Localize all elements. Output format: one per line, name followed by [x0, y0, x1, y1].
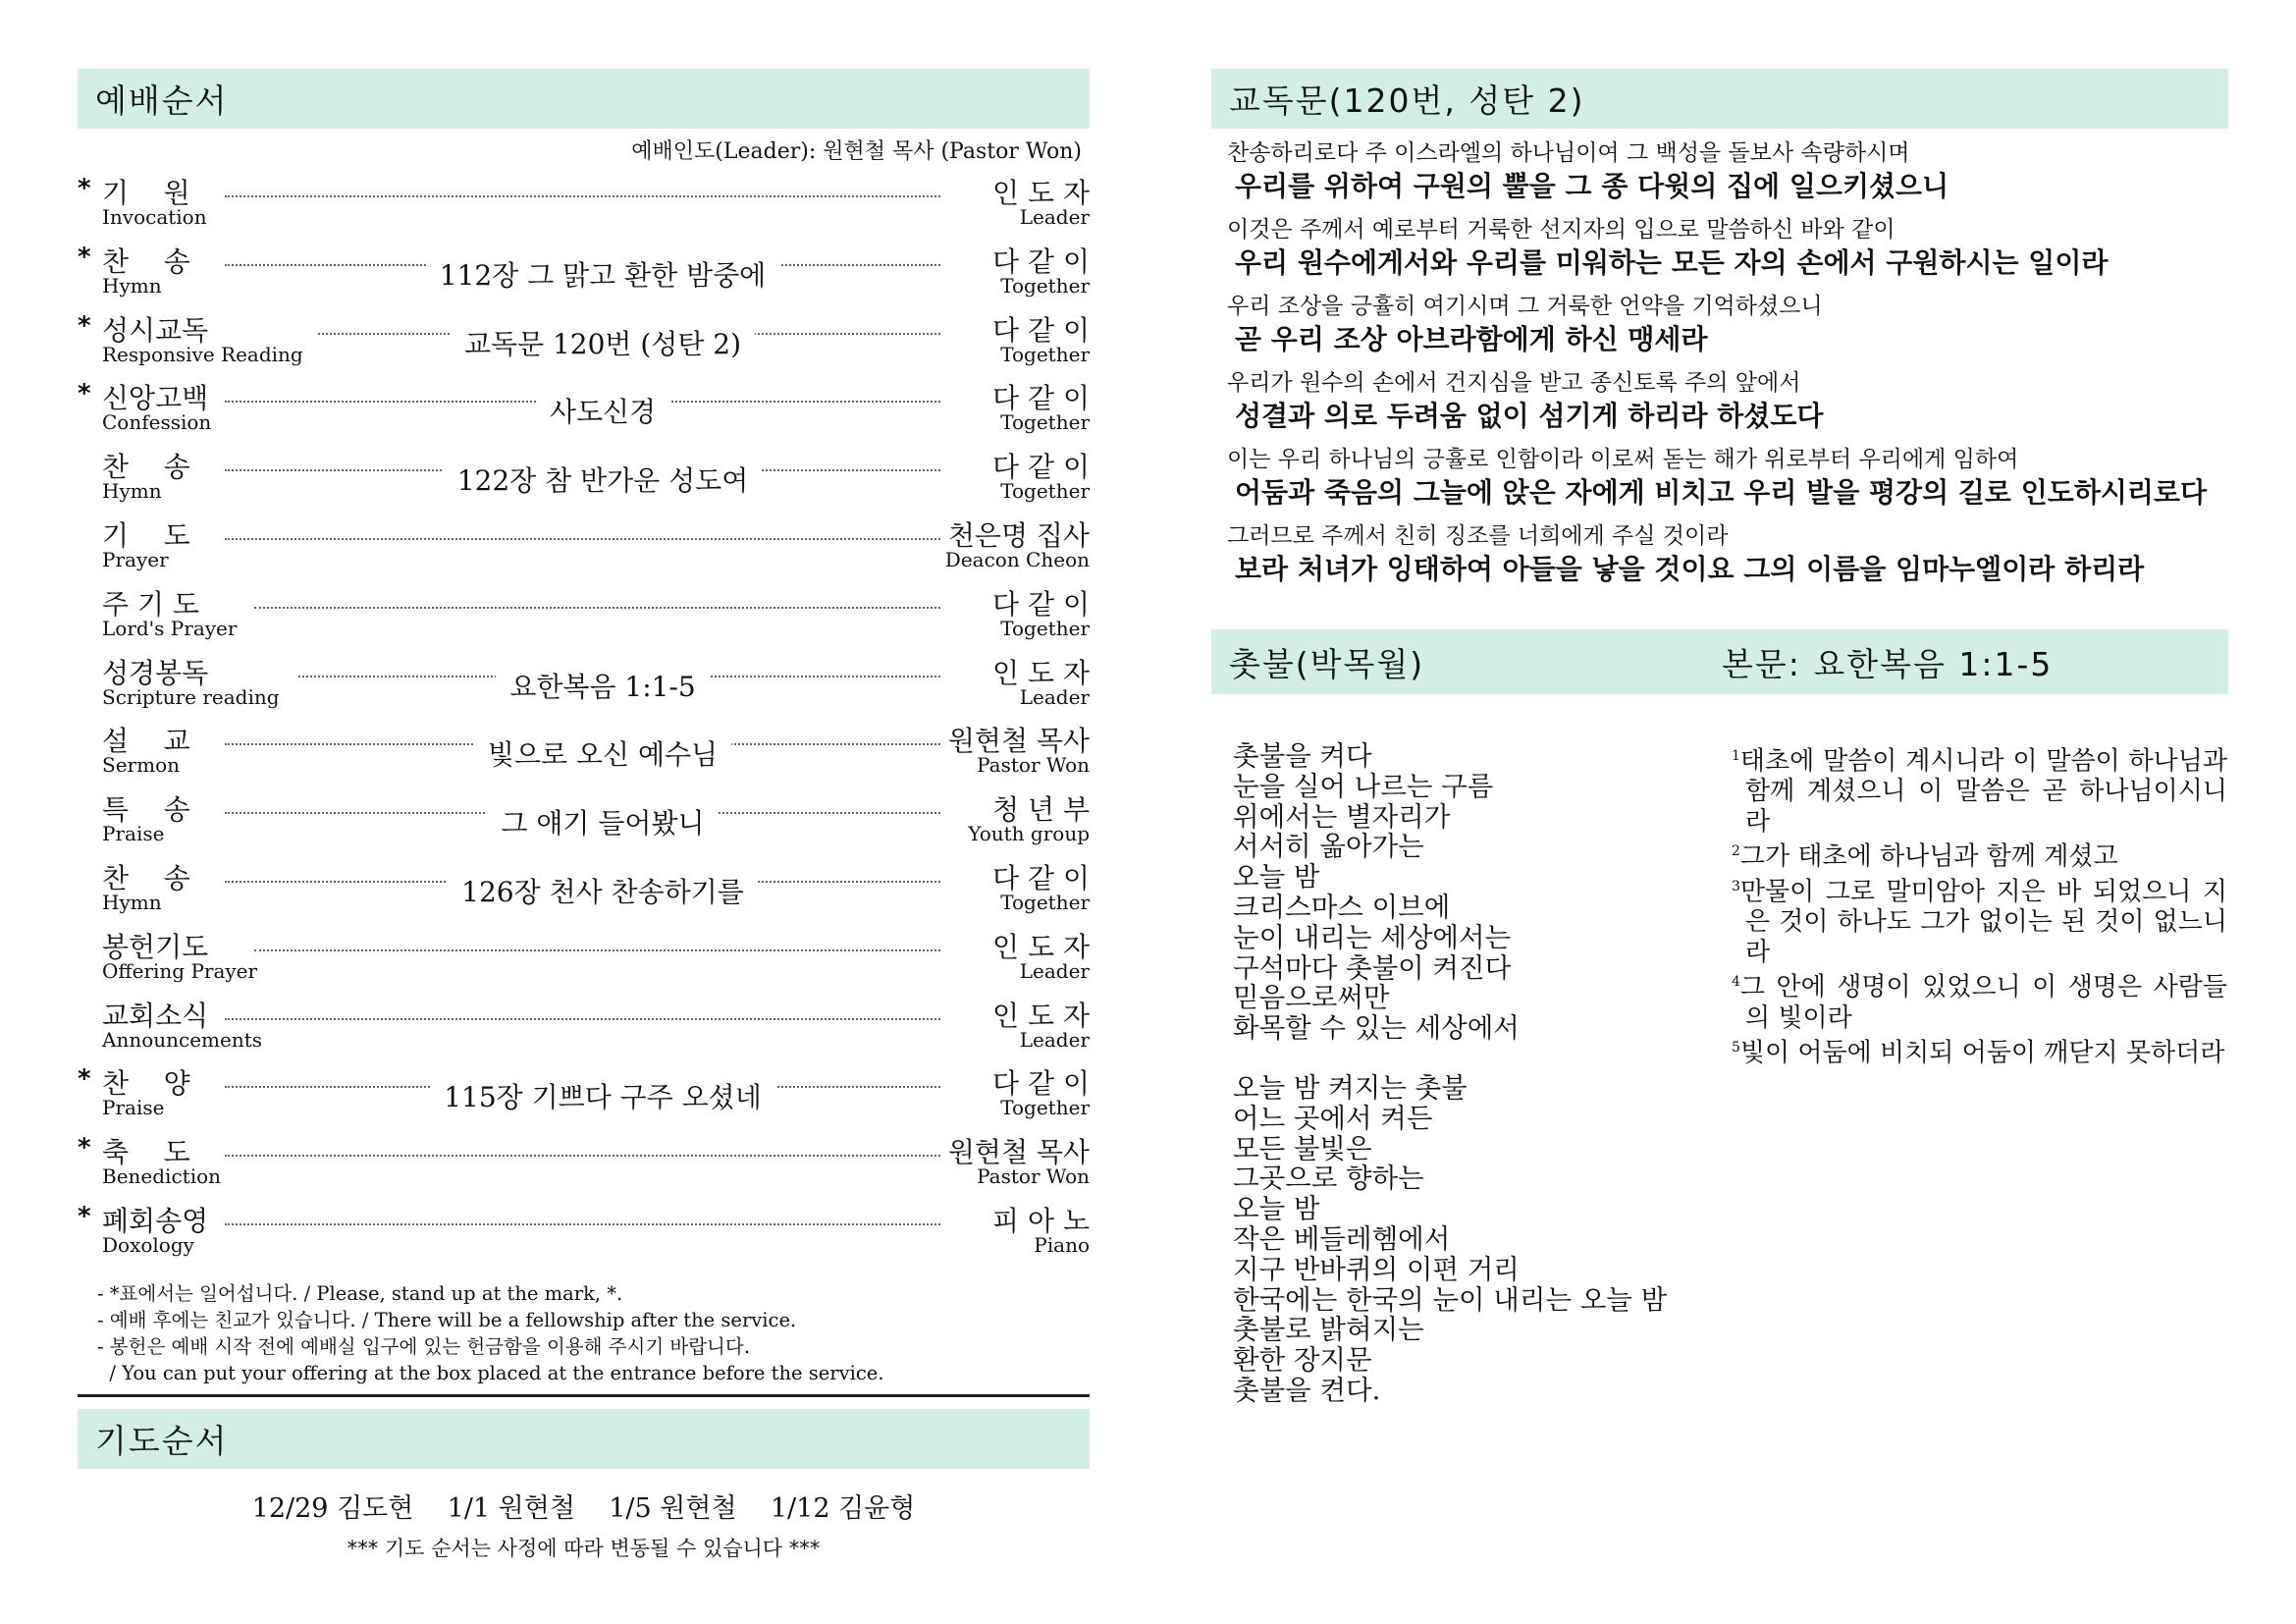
order-item-content: 교독문 120번 (성탄 2)	[451, 328, 755, 360]
worship-order-list	[78, 168, 1090, 1265]
leader-line: 이는 우리 하나님의 긍휼로 인함이라 이로써 돋는 해가 위로부터 우리에게 임하여	[1227, 447, 2019, 472]
order-item-en: Praise	[102, 1096, 165, 1120]
order-item-content: 빛으로 오신 예수님	[474, 738, 731, 771]
order-item-person-en: Deacon Cheon	[944, 547, 1090, 571]
stand-mark: *	[78, 242, 91, 272]
order-item-person: 인 도 자	[992, 999, 1090, 1032]
poem-line: 오늘 밤	[1233, 861, 1320, 893]
poem-line: 촛불을 켜다	[1233, 740, 1372, 772]
congregation-line: 보라 처녀가 잉태하여 아들을 낳을 것이요 그의 이름을 임마누엘이라 하리라	[1235, 553, 2145, 585]
order-item-ko: 주 기 도	[102, 587, 199, 621]
note-line: / You can put your offering at the box placed at the entrance before the service.	[97, 1361, 884, 1384]
order-item-ko: 찬 송	[102, 451, 190, 484]
prayer-schedule: 12/29 김도현 1/1 원현철 1/5 원현철 1/12 김윤형	[251, 1492, 916, 1524]
order-row	[78, 579, 1090, 648]
poem-title: 촛불(박목월)	[1229, 644, 1425, 683]
poem-body	[1233, 741, 1694, 1406]
order-item-en: Confession	[102, 410, 212, 435]
dotted-leader	[254, 607, 940, 609]
congregation-line: 우리 원수에게서와 우리를 미워하는 모든 자의 손에서 구원하시는 일이라	[1235, 246, 2109, 279]
order-item-ko: 축 도	[102, 1136, 190, 1169]
order-item-ko: 기 원	[102, 177, 190, 209]
order-item-person: 다 같 이	[992, 861, 1090, 894]
order-item-ko: 설 교	[102, 725, 190, 758]
verse-number: 4	[1732, 974, 1740, 991]
order-item-person-en: Together	[1000, 616, 1090, 640]
note-line: - 봉헌은 예배 시작 전에 예배실 입구에 있는 헌금함을 이용해 주시기 바랍니다.	[97, 1334, 750, 1358]
order-item-person: 원현철 목사	[947, 725, 1090, 758]
order-item-ko: 성경봉독	[102, 656, 209, 689]
order-item-ko: 찬 양	[102, 1067, 190, 1101]
order-item-person: 인 도 자	[992, 930, 1090, 963]
poem-line: 모든 불빛은	[1233, 1132, 1372, 1164]
order-item-ko: 봉헌기도	[102, 930, 209, 963]
worship-leader: 예배인도(Leader): 원현철 목사 (Pastor Won)	[631, 139, 1082, 164]
verse	[1732, 1033, 2227, 1068]
leader-line: 우리 조상을 긍휼히 여기시며 그 거룩한 언약을 기억하셨으니	[1227, 294, 1823, 319]
order-item-person-en: Pastor Won	[977, 1164, 1090, 1189]
order-item-content: 요한복음 1:1-5	[496, 671, 709, 703]
order-item-person-en: Piano	[1034, 1232, 1090, 1257]
order-row	[78, 853, 1090, 922]
order-row	[78, 373, 1090, 442]
order-item-ko: 폐회송영	[102, 1204, 209, 1237]
order-item-content-wrap	[367, 254, 838, 294]
verse	[1732, 967, 2227, 1033]
order-row	[78, 305, 1090, 374]
order-item-content: 122장 참 반가운 성도여	[444, 464, 763, 497]
order-item-en: Hymn	[102, 273, 162, 298]
order-row	[78, 1127, 1090, 1196]
prayer-order-header	[78, 1409, 1090, 1469]
order-item-en: Hymn	[102, 479, 162, 504]
scripture-title: 본문: 요한복음 1:1-5	[1722, 644, 2054, 683]
poem-line: 구석마다 촛불이 켜진다	[1233, 951, 1512, 984]
order-item-ko: 기 도	[102, 518, 190, 552]
order-item-ko: 특 송	[102, 793, 190, 827]
order-row	[78, 922, 1090, 991]
poem-line: 지구 반바퀴의 이편 거리	[1233, 1253, 1520, 1285]
stand-mark: *	[78, 1133, 91, 1164]
order-item-person-en: Together	[1000, 479, 1090, 504]
order-row	[78, 168, 1090, 237]
poem-line: 한국에는 한국의 눈이 내리는 오늘 밤	[1233, 1283, 1668, 1316]
order-item-person: 다 같 이	[992, 587, 1090, 621]
stand-mark: *	[78, 310, 91, 341]
order-item-person-en: Together	[1000, 410, 1090, 435]
order-item-person: 다 같 이	[992, 313, 1090, 347]
congregation-line: 성결과 의로 두려움 없이 섬기게 하리라 하셨도다	[1235, 400, 1824, 432]
order-item-content: 사도신경	[536, 396, 669, 428]
order-row	[78, 442, 1090, 511]
verse-text: 그 안에 생명이 있었으니 이 생명은 사람들의 빛이라	[1739, 973, 2227, 1033]
order-item-content-wrap	[367, 802, 838, 841]
prayer-note: *** 기도 순서는 사정에 따라 변동될 수 있습니다 ***	[347, 1536, 821, 1560]
order-item-person-en: Together	[1000, 890, 1090, 914]
order-item-en: Offering Prayer	[102, 958, 258, 983]
order-item-en: Hymn	[102, 890, 162, 914]
order-row	[78, 991, 1090, 1059]
dotted-leader	[225, 538, 940, 540]
order-item-content-wrap	[367, 871, 838, 910]
verse	[1732, 872, 2227, 967]
right-column	[1211, 69, 2228, 1406]
verse-text: 태초에 말씀이 계시니라 이 말씀이 하나님과 함께 계셨으니 이 말씀은 곧 하나님이시니라	[1739, 746, 2227, 837]
order-item-en: Benediction	[102, 1164, 222, 1189]
leader-line: 이것은 주께서 예로부터 거룩한 선지자의 입으로 말씀하신 바와 같이	[1227, 217, 1896, 243]
order-row	[78, 1196, 1090, 1265]
poem-line: 믿음으로써만	[1233, 982, 1390, 1014]
poem-line: 위에서는 별자리가	[1233, 800, 1451, 833]
dotted-leader	[254, 949, 940, 951]
stand-mark: *	[78, 1201, 91, 1231]
prayer-order-title: 기도순서	[95, 1421, 229, 1460]
stand-mark: *	[78, 379, 91, 409]
order-item-ko: 성시교독	[102, 313, 209, 347]
worship-notes	[78, 1280, 1090, 1386]
order-item-content-wrap	[367, 1076, 838, 1115]
order-item-person-en: Leader	[1019, 958, 1090, 983]
dotted-leader	[225, 1223, 940, 1225]
order-item-content: 112장 그 맑고 환한 밤중에	[426, 259, 779, 292]
stand-mark: *	[78, 174, 91, 203]
verse-number: 1	[1732, 748, 1740, 764]
order-item-person-en: Leader	[1019, 684, 1090, 709]
note-line: - 예배 후에는 친교가 있습니다. / There will be a fellowship after the service.	[97, 1308, 797, 1331]
note-line: - *표에서는 일어섭니다. / Please, stand up at the mark, *.	[97, 1281, 623, 1305]
order-item-en: Lord's Prayer	[102, 616, 238, 640]
verse-text: 만물이 그로 말미암아 지은 바 되었으니 지은 것이 하나도 그가 없이는 된 것이 없느니라	[1739, 877, 2227, 967]
poem-line: 촛불로 밝혀지는	[1233, 1314, 1424, 1346]
order-item-ko: 신앙고백	[102, 382, 209, 415]
verse	[1732, 741, 2227, 837]
verse-number: 2	[1732, 843, 1740, 860]
stand-mark: *	[78, 1064, 91, 1095]
order-item-person-en: Leader	[1019, 1027, 1090, 1052]
congregation-line: 우리를 위하여 구원의 뿔을 그 종 다윗의 집에 일으키셨으니	[1235, 170, 1949, 202]
section-divider	[78, 1394, 1090, 1397]
leader-line: 그러므로 주께서 친히 징조를 너희에게 주실 것이라	[1227, 523, 1729, 549]
responsive-reading-header	[1211, 69, 2228, 129]
responsive-reading-title: 교독문(120번, 성탄 2)	[1229, 81, 1585, 120]
congregation-line: 어둠과 죽음의 그늘에 앉은 자에게 비치고 우리 발을 평강의 길로 인도하시리로다	[1235, 476, 2208, 509]
order-item-person: 다 같 이	[992, 1067, 1090, 1101]
leader-line: 우리가 원수의 손에서 건지심을 받고 종신토록 주의 앞에서	[1227, 370, 1801, 396]
order-item-content-wrap	[367, 323, 838, 362]
order-item-person-en: Pastor Won	[977, 753, 1090, 778]
poem-stanza	[1233, 741, 1694, 1044]
verse-number: 3	[1732, 879, 1740, 895]
worship-order-title: 예배순서	[95, 81, 229, 120]
order-item-ko: 찬 송	[102, 861, 190, 894]
poem-line: 오늘 밤	[1233, 1193, 1320, 1225]
scripture-verses	[1732, 741, 2227, 1068]
poem-stanza	[1233, 1073, 1694, 1406]
poem-line: 어느 곳에서 켜든	[1233, 1102, 1433, 1134]
order-item-person-en: Together	[1000, 1096, 1090, 1120]
poem-line: 오늘 밤 켜지는 촛불	[1233, 1071, 1468, 1104]
order-item-person: 인 도 자	[992, 656, 1090, 689]
order-item-person: 인 도 자	[992, 177, 1090, 209]
order-row	[78, 237, 1090, 305]
order-item-en: Sermon	[102, 753, 180, 778]
poem-line: 그곳으로 향하는	[1233, 1163, 1424, 1195]
order-item-en: Responsive Reading	[102, 342, 303, 366]
order-item-en: Scripture reading	[102, 684, 280, 709]
order-row	[78, 785, 1090, 853]
poem-line: 환한 장지문	[1233, 1344, 1372, 1377]
order-item-content: 126장 천사 찬송하기를	[448, 876, 758, 908]
dotted-leader	[225, 1155, 940, 1157]
order-item-person-en: Together	[1000, 273, 1090, 298]
dotted-leader	[225, 1018, 940, 1020]
order-item-person: 청 년 부	[992, 793, 1090, 827]
order-item-ko: 교회소식	[102, 999, 209, 1032]
order-item-person: 다 같 이	[992, 244, 1090, 278]
verse-text: 빛이 어둠에 비치되 어둠이 깨닫지 못하더라	[1739, 1038, 2225, 1068]
verse-number: 5	[1732, 1040, 1740, 1056]
congregation-line: 곧 우리 조상 아브라함에게 하신 맹세라	[1235, 323, 1708, 355]
worship-order-header	[78, 69, 1090, 129]
poem-line: 촛불을 켠다.	[1233, 1374, 1381, 1406]
order-item-content-wrap	[367, 666, 838, 705]
verse	[1732, 837, 2227, 872]
responsive-reading-list	[1211, 138, 2228, 588]
order-item-content: 그 얘기 들어봤니	[487, 807, 718, 839]
verse-text: 그가 태초에 하나님과 함께 계셨고	[1739, 841, 2118, 872]
leader-line: 찬송하리로다 주 이스라엘의 하나님이여 그 백성을 돌보사 속량하시며	[1227, 140, 1910, 166]
poem-line: 크리스마스 이브에	[1233, 891, 1451, 923]
order-item-person: 다 같 이	[992, 382, 1090, 415]
poem-line: 눈을 실어 나르는 구름	[1233, 770, 1494, 802]
order-item-en: Praise	[102, 822, 165, 846]
poem-line: 화목할 수 있는 세상에서	[1233, 1012, 1520, 1045]
order-item-en: Prayer	[102, 547, 169, 571]
order-item-person: 천은명 집사	[947, 518, 1090, 552]
order-item-person: 다 같 이	[992, 451, 1090, 484]
order-item-en: Invocation	[102, 205, 207, 229]
order-item-en: Announcements	[102, 1027, 263, 1052]
left-column	[78, 69, 1090, 1562]
poem-line: 작은 베들레헴에서	[1233, 1222, 1451, 1255]
order-row	[78, 648, 1090, 717]
order-item-person: 원현철 목사	[947, 1136, 1090, 1169]
order-item-en: Doxology	[102, 1232, 194, 1257]
order-row	[78, 511, 1090, 579]
poem-line: 서서히 옮아가는	[1233, 831, 1424, 863]
poem-line: 눈이 내리는 세상에서는	[1233, 921, 1512, 953]
order-item-content-wrap	[367, 391, 838, 430]
order-item-person-en: Youth group	[968, 822, 1090, 846]
order-item-person-en: Together	[1000, 342, 1090, 366]
order-item-content: 115장 기쁘다 구주 오셨네	[430, 1081, 775, 1113]
order-item-content-wrap	[367, 460, 838, 499]
order-row	[78, 716, 1090, 785]
dotted-leader	[225, 195, 940, 197]
candle-poem-header	[1211, 629, 2228, 694]
order-item-content-wrap	[367, 733, 838, 773]
order-row	[78, 1058, 1090, 1127]
order-item-person: 피 아 노	[992, 1204, 1090, 1237]
order-item-ko: 찬 송	[102, 244, 190, 278]
order-item-person-en: Leader	[1019, 205, 1090, 229]
